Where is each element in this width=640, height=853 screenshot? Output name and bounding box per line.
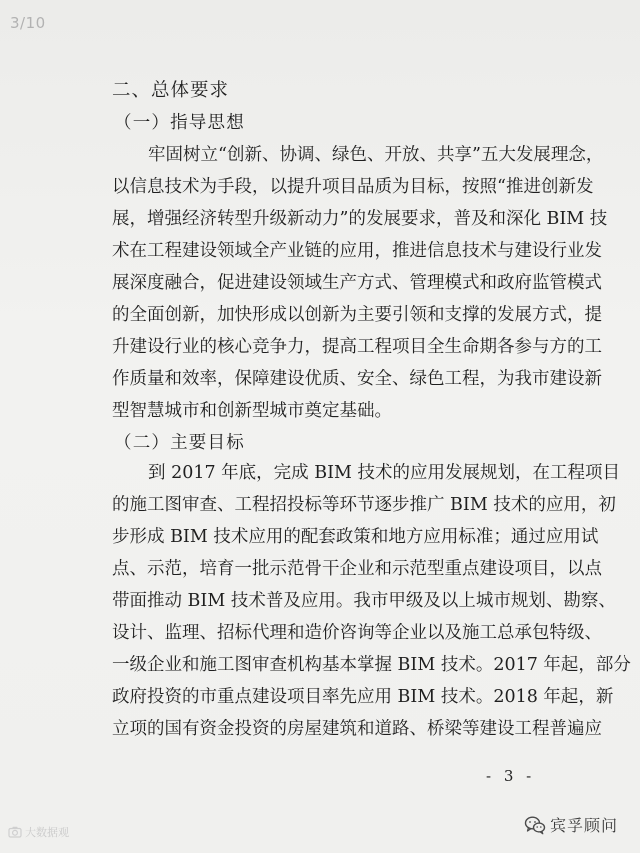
- paragraph-line: 型智慧城市和创新型城市奠定基础。: [112, 401, 392, 421]
- paragraph-guiding-ideology: [112, 139, 608, 427]
- watermark-left-text: 大数据观: [25, 826, 69, 839]
- watermark-left: [8, 824, 69, 840]
- paragraph-line: 一级企业和施工图审查机构基本掌握 BIM 技术。2017 年起，部分: [112, 655, 631, 675]
- paragraph-line: 以信息技术为手段，以提升项目品质为目标，按照“推进创新发: [112, 177, 594, 197]
- page-number: - 3 -: [486, 767, 536, 785]
- subsection-heading-guiding-ideology: （一）指导思想: [114, 113, 245, 133]
- paragraph-line: 升建设行业的核心竞争力，提高工程项目全生命期各参与方的工: [112, 337, 602, 357]
- paragraph-line: 术在工程建设领域全产业链的应用，推进信息技术与建设行业发: [112, 241, 602, 261]
- paragraph-line: 作质量和效率，保障建设优质、安全、绿色工程，为我市建设新: [112, 369, 602, 389]
- page-counter: 3/10: [10, 14, 46, 32]
- section-heading: 二、总体要求: [112, 80, 230, 101]
- paragraph-line: 点、示范，培育一批示范骨干企业和示范型重点建设项目，以点: [112, 559, 602, 579]
- paragraph-line: 展，增强经济转型升级新动力”的发展要求，普及和深化 BIM 技: [112, 209, 608, 229]
- paragraph-line: 的全面创新，加快形成以创新为主要引领和支撑的发展方式，提: [112, 305, 602, 325]
- paragraph-line: 到 2017 年底，完成 BIM 技术的应用发展规划，在工程项目: [148, 463, 620, 483]
- paragraph-line: 设计、监理、招标代理和造价咨询等企业以及施工总承包特级、: [112, 623, 602, 643]
- paragraph-line: 牢固树立“创新、协调、绿色、开放、共享”五大发展理念，: [148, 145, 604, 165]
- wechat-icon: [524, 814, 546, 836]
- watermark-right-text: 宾孚顾问: [550, 816, 619, 835]
- paragraph-line: 展深度融合，促进建设领域生产方式、管理模式和政府监管模式: [112, 273, 602, 293]
- paragraph-line: 立项的国有资金投资的房屋建筑和道路、桥梁等建设工程普遍应: [112, 719, 602, 739]
- paragraph-main-goals: [112, 457, 631, 745]
- paragraph-line: 带面推动 BIM 技术普及应用。我市甲级及以上城市规划、勘察、: [112, 591, 616, 611]
- watermark-right: [524, 813, 618, 836]
- paragraph-line: 步形成 BIM 技术应用的配套政策和地方应用标准；通过应用试: [112, 527, 599, 547]
- paragraph-line: 政府投资的市重点建设项目率先应用 BIM 技术。2018 年起，新: [112, 687, 614, 707]
- camera-icon: [8, 825, 22, 839]
- paragraph-line: 的施工图审查、工程招投标等环节逐步推广 BIM 技术的应用，初: [112, 495, 616, 515]
- subsection-heading-main-goals: （二）主要目标: [114, 433, 245, 453]
